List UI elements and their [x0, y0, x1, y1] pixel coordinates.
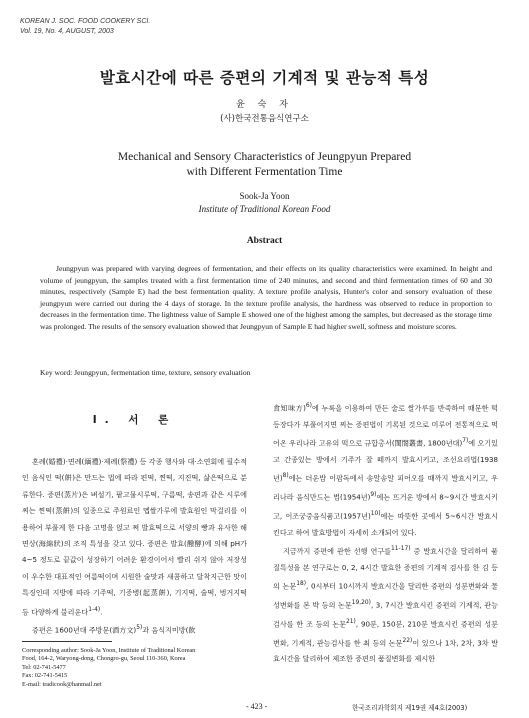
citation: 1-4) [88, 606, 101, 613]
citation: 18) [296, 581, 307, 588]
left-column [22, 454, 247, 639]
corresponding-author-footnote [22, 647, 252, 689]
paragraph [273, 541, 498, 668]
footnote-line: E-mail: tradicook@hanmail.net [22, 680, 102, 688]
citation: 11-17) [391, 546, 411, 553]
paragraph-text: 과 음식지미방(飮 [142, 625, 196, 635]
paragraph-text: 에는 따뜻한 곳에서 5~6시간 발효시킨다고 하여 발효방법이 자세히 소개되어 있다. [273, 511, 498, 537]
footnote-line: Food, 164-2, Waryong-dong, Chongro-gu, Seoul 110-360, Korea [22, 655, 186, 663]
citation: 21) [346, 618, 356, 625]
citation: 22) [402, 637, 413, 644]
footnote-line: Fax: 02-741-5415 [22, 672, 68, 680]
paragraph-text: , 90분, 150분, 210분 발효시킨 증편의 성분변화, 기계적, 관능검사를 한 최 등의 논문 [273, 619, 498, 647]
abstract-heading: Abstract [246, 236, 283, 246]
paragraph-text: 食知味方) [273, 403, 306, 413]
korean-author: 윤 숙 자 [236, 100, 293, 110]
english-title [0, 150, 529, 180]
korean-affiliation: (사)한국전통음식연구소 [220, 114, 309, 124]
paragraph-text: 혼례(婚禮)·면례(緬禮)·제례(祭禮) 등 각종 행사와 대·소연회에 필수적인 음식인 떡(餠)은 만드는 법에 따라 편떡, 찐떡, 지진떡, 삶은떡으로 분류한다. 증편(蒸片)은 벼설기, 팥고물시루떡, 구름떡, 송편과 같은 시루에 찌는 찐떡(蒸餠)의 일종으로 주원료인 멥쌀가루에 발효원인 막걸리를 이용하여 부풀게 한 다음 고명을 얹고 쪄 발효떡으로 서양의 빵과 유사한 해면상(海綿狀)의 조직 특성을 갖고 있다. 증편은 발효(醱酵)에 의해 pH가 4~5 정도로 끝값이 성장하기 어려운 환경이어서 빨리 쉬지 않아 저장성이 우수한 대표적인 여름떡이며 시원한 술맛과 새콤하고 달착지근한 맛이 특징인데 지방에 따라 기주떡, 기증병(起蒸餠), 기지떡, 술떡, 벙거지떡 등 다양하게 불리운다 [22, 457, 247, 617]
citation: 19,20) [351, 599, 371, 606]
citation: 5) [136, 625, 143, 632]
paragraph-text: 에 오기있고 간종있는 방에서 기주가 잘 떼까지 발효시키고, 조선요리법(1938년) [273, 438, 499, 483]
footnote-divider [22, 641, 112, 642]
paragraph-text: 중 발효시간을 달리하여 품질특성을 본 연구로는 0, 2, 4시간 발효한 증편의 기계적 검사를 한 김 등의 논문 [273, 546, 498, 591]
paragraph [273, 398, 498, 541]
citation: 9) [370, 492, 377, 499]
journal-header [20, 17, 150, 37]
journal-volume: Vol. 19, No. 4, AUGUST, 2003 [20, 28, 114, 35]
right-column [273, 398, 498, 668]
citation: 8) [282, 473, 289, 480]
paragraph-text: 증편은 1600년대 주방문(酒方文) [32, 625, 137, 635]
section-heading-introduction: Ⅰ. 서 론 [92, 414, 177, 426]
paragraph-text: , 3, 7시간 발효시킨 증편의 기계적, 관능검사를 한 조 등의 논문 [273, 600, 498, 629]
journal-name: KOREAN J. SOC. FOOD COOKERY SCI. [20, 18, 151, 25]
english-title-line2: with Different Fermentation Time [186, 166, 343, 178]
korean-title: 발효시간에 따른 증편의 기계적 및 관능적 특성 [99, 69, 430, 87]
page-number: - 423 - [246, 702, 268, 711]
journal-footer: 한국조리과학회지 제19권 제4호(2003) [352, 704, 468, 712]
footnote-line: Corresponding author: Sook-Ja Yoon, Institute of Traditional Korean [22, 647, 196, 654]
english-affiliation: Institute of Traditional Korean Food [198, 204, 331, 214]
paragraph: 혼례(婚禮)·면례(緬禮)·제례(祭禮) 등 각종 행사와 대·소연회에 필수적인 음식인 떡(餠)은 만드는 법에 따라 편떡, 찐떡, 지진떡, 삶은떡으로 분류한다. 증편(蒸片)은 벼설기, 팥고물시루떡, 구름떡, 송편과 같은 시루에 찌는 찐떡(蒸餠)의 일종으로 주원료인 멥쌀가루에 발효원인 막걸리를 이용하여 부풀게 한 다음 고명을 얹고 쪄 발효떡으로 서양의 빵과 유사한 해면상(海綿狀)의 조직 특성을 갖고 있다. 증편은 발효(醱酵)에 의해 pH가 4~5 정도로 끝값이 성장하기 어려운 환경이어서 빨리 쉬지 않아 저장성이 우수한 대표적인 여름떡이며 시원한 술맛과 새콤하고 달착지근한 맛이 특징인데 지방에 따라 기주떡, 기증병(起蒸餠), 기지떡, 술떡, 벙거지떡 등 다양하게 불리운다$^{1-4)}$. [22, 457, 247, 617]
abstract-body: Jeungpyun was prepared with varying degrees of fermentation, and their effects on its quality characteristics were examined. In height and volume of jeungpyun, the samples treated with a first fermentation time of 240 minutes, and second and third fermentation times of 60 and 30 minutes, respectively (Sample E) had the best fermentation quality. A texture profile analysis, Hunter's color and sensory evaluation of these jeungpyun were carried out during the 4 days of storage. In the texture profile analysis, the hardness was observed to reduce in proportion to decreases in the fermentation time. The lightness value of Sample E showed one of the highest among the samples, but decreased as the storage time was prolonged. The results of the sensory evaluation showed that Jeungpyun of Sample E had higher swell, softness and moisture scores. [40, 264, 492, 331]
english-title-line1: Mechanical and Sensory Characteristics of Jeungpyun Prepared [117, 151, 412, 163]
citation: 10) [370, 510, 381, 517]
paragraph-text: 에는 뜨거운 방에서 8~9시간 발효시키고, 이조궁중음식품고(1957년) [273, 492, 498, 521]
citation: 7) [462, 438, 469, 445]
keywords: Key word: Jeungpyun, fermentation time, texture, sensory evaluation [40, 368, 251, 377]
paragraph-text: 에는 더운밥 이팝독에서 송알송알 피어오를 때까지 발효시키고, 우리나라 음식만드는 법(1954년) [273, 473, 498, 502]
footnote-line: Tel: 02-741-5477 [22, 663, 66, 671]
paragraph-text: , 0시부터 10시까지 발효시간을 달리한 증편의 성분변화와 물성변화를 본 박 등의 논문 [273, 581, 499, 610]
citation: 6) [305, 403, 312, 409]
paragraph-text: 지금까지 증편에 관한 선행 연구를 [283, 546, 392, 556]
english-author: Sook-Ja Yoon [239, 191, 290, 201]
paragraph [22, 620, 247, 639]
paragraph-text: 에 누룩을 이용하여 만든 술로 쌀가루를 반죽하여 때문한 떡 등장다가 부풀어지면 찌는 증편법이 기록된 것으로 미루어 전통적으로 먹어온 우리나라 고유의 떡으로 규합총서(閨閤叢書, 1800년대) [273, 403, 498, 448]
paragraph-text: 이 있으나 1차, 2차, 3차 발효시간을 달리하여 제조한 증편의 품질변화를 제시한 [273, 637, 498, 664]
